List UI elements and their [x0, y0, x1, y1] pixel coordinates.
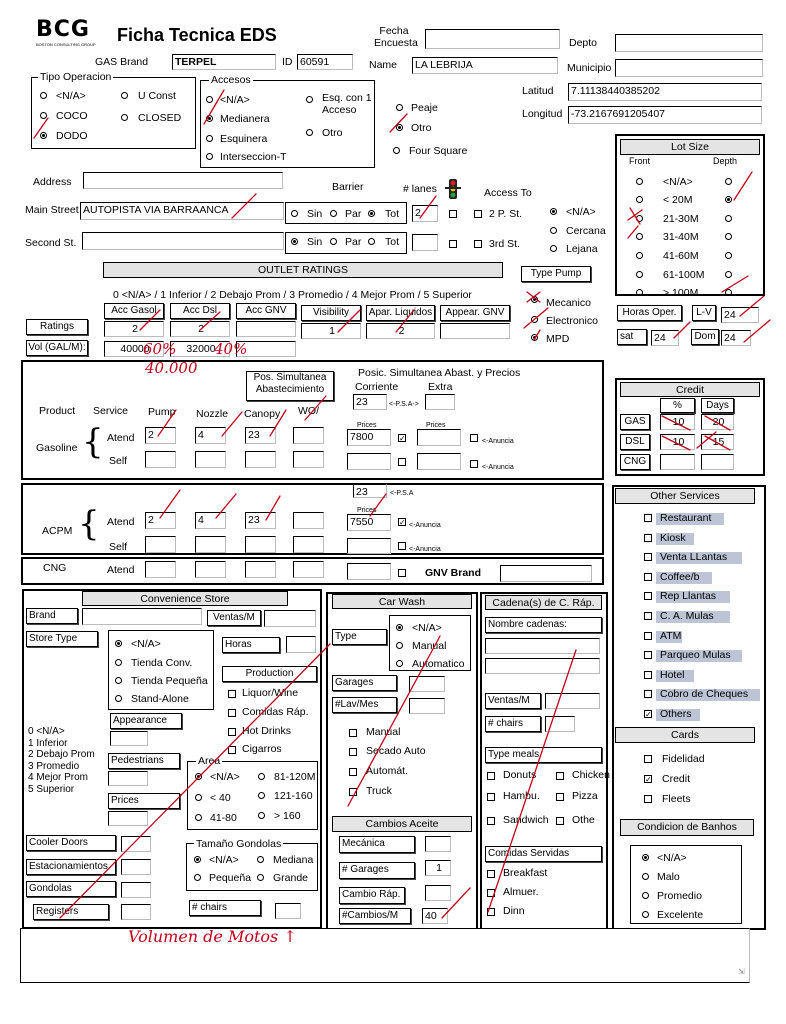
gas-atend-pump-field[interactable]: 2: [145, 427, 176, 444]
gas-prices-label-1: Prices: [357, 422, 377, 429]
cambio-rap-label: Cambio Ráp.: [339, 887, 405, 904]
conv-scale-4: 4 Mejor Prom: [28, 772, 89, 783]
outlet-ratings-title: OUTLET RATINGS: [103, 262, 503, 278]
tipo-uconst-label: U Const: [138, 90, 176, 102]
gas-brand-field[interactable]: TERPEL: [172, 54, 276, 70]
acpm-label: ACPM: [42, 525, 73, 537]
third-st-label: 3rd St.: [489, 238, 520, 250]
mark-cadena: [488, 650, 576, 912]
latitud-label: Latitud: [522, 85, 554, 97]
carwash-auto-label: Automatico: [412, 658, 465, 670]
conv-scale-1: 1 Inferior: [28, 737, 68, 749]
lv-field[interactable]: 24: [721, 307, 759, 323]
tipo-operacion-title: Tipo Operacion: [40, 71, 112, 83]
store-type-standalone-label: Stand-Alone: [131, 693, 189, 705]
outlet-ratings-scale: 0 <N/A> / 1 Inferior / 2 Debajo Prom / 3 Promedio / 4 Mejor Prom / 5 Superior: [113, 289, 472, 301]
mark-horas-lv: [740, 296, 764, 316]
cng-label: CNG: [43, 562, 67, 574]
gondolas-label: Gondolas: [26, 881, 116, 897]
carwash-garages-label: Garages: [332, 675, 397, 691]
tipo-closed-label: CLOSED: [138, 112, 182, 124]
truck-label: Truck: [366, 785, 392, 797]
credit-title: Credit: [620, 382, 760, 397]
conv-scale-5: 5 Superior: [28, 783, 75, 795]
handwritten-note: Volumen de Motos ↑: [128, 927, 297, 946]
tipo-na-label: <N/A>: [56, 90, 86, 102]
donuts-label: Donuts: [503, 769, 537, 781]
credit-dsl-days-field[interactable]: 15: [701, 434, 734, 450]
second-street-label: Second St.: [25, 237, 77, 249]
banhos-3-label: Excelente: [657, 909, 704, 921]
gasoline-brace: {: [82, 422, 104, 462]
acceso-na-label: <N/A>: [220, 94, 250, 106]
store-type-label: Store Type: [26, 631, 98, 647]
acpm-psa-field[interactable]: 23: [353, 484, 387, 498]
acpm-atend-pump-field[interactable]: 2: [145, 512, 176, 529]
acceso-otro-label: Otro: [322, 127, 343, 139]
pos-simultanea-label: Pos. Simultanea Abastecimiento: [246, 371, 334, 401]
gas-atend-anuncia-label: <-Anuncia: [482, 438, 514, 445]
mark-gas-wo: [305, 396, 326, 420]
area-121-label: 121-160: [274, 790, 313, 802]
credit-cng-label: CNG: [620, 454, 650, 470]
acpm-self-label: Self: [109, 541, 128, 553]
mark-horas-dom: [744, 320, 770, 342]
pump-electronico-label: Electronico: [546, 315, 598, 327]
acpm-atend-canopy-field[interactable]: 23: [245, 512, 276, 529]
barrier-label: Barrier: [332, 181, 364, 193]
lv-label: L-V: [692, 305, 716, 321]
conv-horas-label: Horas: [222, 637, 280, 653]
access-cercana-label: Cercana: [566, 225, 606, 237]
mark-acpm-canopy: [266, 496, 280, 520]
rating-acc-gasol[interactable]: 2: [104, 321, 164, 337]
cards-title: Cards: [615, 727, 755, 743]
lanes-label: # lanes: [403, 183, 437, 195]
other-service-4-label: Rep Llantas: [660, 590, 717, 603]
other-service-0-label: Restaurant: [660, 512, 712, 524]
cambios-aceite-title: Cambios Aceite: [332, 816, 472, 832]
hot-drinks-label: Hot Drinks: [242, 725, 292, 737]
area-81-label: 81-120M: [274, 771, 316, 783]
id-label: ID: [282, 56, 293, 68]
cambios-mes-label: #Cambios/M: [339, 908, 411, 924]
service-header: Service: [93, 405, 129, 417]
pump-mecanico-label: Mecanico: [546, 297, 591, 309]
area-40-label: < 40: [210, 792, 231, 804]
barrier-second-par-label: Par: [345, 236, 362, 248]
vol-dsl-field[interactable]: 32000: [170, 341, 230, 357]
tipo-dodo-label: DODO: [56, 130, 88, 142]
acc-gnv-header: Acc GNV: [236, 303, 296, 319]
wo-header: WO/: [298, 405, 319, 417]
area-na-label: <N/A>: [210, 771, 240, 783]
id-field[interactable]: 60591: [297, 54, 353, 70]
chicken-label: Chicken: [572, 769, 610, 781]
estacionamientos-label: Estacionamientos: [26, 859, 116, 875]
lot-size-label-1: < 20M: [663, 194, 693, 206]
gond-grande-label: Grande: [273, 872, 309, 884]
mark-acpm-wo: [370, 494, 386, 516]
comidas-servidas-label: Comidas Servidas: [485, 846, 602, 862]
production-label: Production: [222, 666, 317, 682]
vol-gasol-field[interactable]: 40000: [104, 341, 164, 357]
area-title: Area: [198, 755, 221, 767]
sat-field[interactable]: 24: [651, 330, 679, 346]
latitud-field[interactable]: 7.11138440385202: [568, 83, 762, 101]
gas-atend-nozzle-field[interactable]: 4: [195, 427, 226, 444]
access-lejana-label: Lejana: [566, 243, 598, 255]
dinn-label: Dinn: [503, 905, 525, 917]
other-service-9-label: Cobro de Cheques: [660, 688, 749, 701]
mark-carwash: [348, 636, 440, 806]
main-street-field[interactable]: AUTOPISTA VIA BARRAANCA: [80, 202, 284, 220]
tipo-coco-label: COCO: [56, 110, 88, 122]
lot-size-label-2: 21-30M: [663, 213, 699, 225]
acc-dsl-header: Acc Dsl: [170, 303, 230, 319]
sandwich-label: Sandwich: [503, 814, 549, 826]
breakfast-label: Breakfast: [503, 867, 548, 879]
acc-gasol-header: Acc Gasol: [104, 303, 164, 319]
secado-auto-label: Secado Auto: [366, 745, 426, 757]
mark-dodo: [34, 118, 48, 138]
carwash-na-label: <N/A>: [412, 622, 442, 634]
notes-scroll-icon[interactable]: ⇲: [738, 967, 745, 976]
carwash-manual-label: Manual: [412, 640, 447, 652]
fecha-encuesta-label: Fecha Encuesta: [374, 25, 418, 49]
lot-depth-label: Depth: [713, 156, 738, 166]
mark-lot-depth: [734, 172, 752, 200]
four-square-label: Four Square: [409, 145, 468, 157]
name-field[interactable]: LA LEBRIJA: [412, 57, 558, 74]
longitud-field[interactable]: -73.2167691205407: [568, 106, 762, 124]
conv-brand-label: Brand: [26, 608, 78, 624]
peaje-otro-label: Otro: [411, 122, 432, 134]
credit-pct-header: %: [660, 398, 695, 413]
rating-apar-liquidos[interactable]: 2: [366, 323, 435, 339]
credit-gas-days-field[interactable]: 20: [701, 414, 734, 430]
type-pump-title: Type Pump: [521, 266, 591, 282]
accesos-title: Accesos: [211, 74, 251, 86]
acceso-interseccion-label: Interseccion-T: [220, 151, 287, 163]
mecanica-label: Mecánica: [339, 836, 415, 853]
lot-size-label-4: 41-60M: [663, 250, 699, 262]
barrier-main-tot-label: Tot: [385, 208, 400, 220]
store-type-na-label: <N/A>: [131, 638, 161, 650]
banhos-0-label: <N/A>: [657, 852, 687, 864]
handwritten-60pct: 60%: [143, 340, 177, 358]
appearance-label: Appearance: [110, 713, 182, 729]
bcg-logo: BCG: [36, 17, 90, 42]
comidas-rap-label: Comidas Ráp.: [242, 706, 309, 718]
conv-ventas-label: Ventas/M: [207, 610, 261, 626]
mark-otro: [390, 114, 407, 132]
mark-electronico: [524, 308, 548, 328]
banhos-title: Condicion de Banhos: [620, 819, 754, 836]
mark-main-street: [232, 194, 256, 218]
conv-scale-3: 3 Promedio: [28, 760, 80, 772]
ratings-label: Ratings: [26, 319, 88, 335]
other-service-8-label: Hotel: [660, 668, 685, 681]
area-41-label: 41-80: [210, 812, 237, 824]
banhos-2-label: Promedio: [657, 890, 702, 902]
area-160-label: > 160: [274, 810, 301, 822]
peaje-label: Peaje: [411, 102, 438, 114]
acpm-psa-label: <-P.S.A: [390, 490, 414, 497]
extra-label: Extra: [428, 381, 453, 393]
acpm-atend-anuncia-checkbox[interactable]: ✓: [399, 518, 406, 527]
hambu-label: Hambu.: [503, 790, 540, 802]
gas-brand-label: GAS Brand: [95, 56, 149, 68]
mark-rating-dsl: [200, 312, 220, 330]
credit-gas-pct-field[interactable]: 10: [660, 414, 695, 430]
gond-mediana-label: Mediana: [273, 854, 314, 866]
carwash-manual-item: Manual: [366, 726, 401, 738]
lot-size-label-3: 31-40M: [663, 231, 699, 243]
gas-prices-label-2: Prices: [426, 422, 446, 429]
mark-lanes: [420, 196, 436, 218]
other-service-10-label: Others: [660, 708, 692, 720]
main-street-label: Main Street: [25, 204, 79, 216]
almuer-label: Almuer.: [503, 886, 539, 898]
rating-visibility[interactable]: 1: [301, 323, 361, 339]
canopy-header: Canopy: [244, 408, 281, 420]
nombre-cadenas-label: Nombre cadenas:: [485, 617, 602, 633]
gond-pequena-label: Pequeña: [209, 872, 252, 884]
dom-field[interactable]: 24: [721, 330, 751, 346]
mark-horas-sat: [674, 322, 690, 338]
acpm-atend-label: Atend: [107, 516, 135, 528]
barrier-main-sin-label: Sin: [307, 208, 323, 220]
horas-oper-label: Horas Oper.: [617, 305, 682, 321]
other-services-title: Other Services: [615, 488, 755, 504]
carwash-type-label: Type: [332, 629, 387, 645]
gas-atend-label: Atend: [107, 432, 135, 444]
cooler-doors-label: Cooler Doors: [26, 835, 116, 851]
gond-na-label: <N/A>: [209, 854, 239, 866]
other-service-3-label: Coffee/b: [660, 570, 700, 583]
carwash-lav-label: #Lav/Mes: [332, 697, 397, 713]
registers-label: Registers: [33, 904, 109, 920]
pump-mpd-label: MPD: [546, 333, 570, 345]
credit-dsl-pct-field[interactable]: 10: [660, 434, 695, 450]
gas-self-anuncia-label: <-Anuncia: [482, 464, 514, 471]
mark-medianera: [204, 90, 224, 124]
lanes-main-field[interactable]: 2: [412, 205, 438, 222]
two-p-st-label: 2 P. St.: [489, 208, 523, 220]
mark-credit-dsl: [662, 436, 730, 450]
other-service-1-label: Kiosk: [660, 531, 686, 544]
other-service-5-label: C. A. Mulas: [660, 610, 714, 622]
conv-scale-0: 0 <N/A>: [28, 726, 65, 737]
cigarros-label: Cigarros: [242, 743, 282, 755]
mark-rating-apar: [396, 310, 414, 332]
barrier-second-tot-label: Tot: [385, 236, 400, 248]
other-service-10-checkbox[interactable]: ✓: [645, 710, 652, 719]
mark-cambios: [442, 888, 470, 918]
car-wash-title: Car Wash: [332, 594, 472, 609]
other-service-2-label: Venta LLantas: [660, 551, 728, 564]
depto-label: Depto: [569, 37, 598, 49]
cambios-mes-field[interactable]: 40: [422, 908, 448, 924]
gas-atend-canopy-field[interactable]: 23: [245, 427, 276, 444]
mark-depth-2: [722, 276, 748, 292]
cng-atend-label: Atend: [107, 564, 135, 576]
barrier-main-par-label: Par: [345, 208, 362, 220]
gas-self-label: Self: [109, 455, 128, 467]
mark-acpm-pump: [160, 490, 180, 518]
psa-label: <-P.S.A->: [389, 401, 419, 408]
acpm-prices-label: Prices: [357, 507, 377, 514]
mark-rating-vis: [338, 310, 360, 332]
longitud-label: Longitud: [522, 108, 563, 120]
lot-size-label-0: <N/A>: [663, 176, 693, 188]
card-0-label: Fidelidad: [662, 753, 705, 765]
mark-mpd: [534, 330, 540, 340]
type-meals-label: Type meals: [485, 747, 602, 763]
corriente-label: Corriente: [355, 381, 399, 393]
address-label: Address: [33, 176, 72, 188]
mark-acpm-nozzle: [216, 494, 236, 518]
credit-dsl-label: DSL: [620, 434, 650, 450]
card-1-label: Credit: [662, 773, 691, 785]
lot-front-label: Front: [629, 156, 651, 166]
sat-label: sat: [617, 329, 647, 345]
store-type-pequena-label: Tienda Pequeña: [131, 675, 208, 687]
gnv-brand-label: GNV Brand: [425, 567, 482, 579]
mark-gas-pump: [158, 410, 176, 436]
prices-label: Prices: [108, 793, 180, 809]
automat-label: Automát.: [366, 765, 409, 777]
product-header: Product: [39, 405, 76, 417]
acpm-atend-price-field[interactable]: 7550: [347, 514, 391, 531]
mark-gas-canopy: [270, 410, 286, 436]
acceso-esquinera-label: Esquinera: [220, 133, 268, 145]
visibility-header: Visibility: [301, 305, 361, 321]
cadena-chairs-label: # chairs: [485, 716, 541, 732]
appear-gnv-header: Appear. GNV: [440, 305, 510, 321]
barrier-second-sin-label: Sin: [307, 236, 323, 248]
liquor-label: Liquor/Wine: [242, 687, 299, 699]
othe-label: Othe: [572, 814, 595, 826]
dom-label: Dom: [691, 329, 719, 345]
mark-registers: [60, 644, 330, 918]
garages-count-field[interactable]: 1: [425, 860, 451, 876]
lot-size-title: Lot Size: [620, 139, 760, 155]
garages-count-label: # Garages: [339, 862, 415, 879]
store-type-conv-label: Tienda Conv.: [131, 657, 193, 669]
vol-label: Vol (GAL/M):: [26, 340, 88, 356]
conv-chairs-label: # chairs: [189, 900, 261, 916]
pizza-label: Pizza: [572, 790, 598, 802]
bcg-logo-subtitle: BOSTON CONSULTING GROUP: [36, 42, 96, 47]
apar-liquidos-header: Apar. Liquidos: [366, 305, 435, 321]
lot-size-label-6: > 100M: [663, 287, 699, 299]
mark-gas-nozzle: [222, 412, 242, 436]
cadena-title: Cadena(s) de C. Ráp.: [485, 595, 602, 610]
mark-lot-front-1: [628, 208, 642, 224]
acceso-medianera-label: Medianera: [220, 113, 270, 125]
cadena-ventas-label: Ventas/M: [485, 693, 541, 709]
handwritten-40pct: 40%: [214, 340, 248, 358]
nozzle-header: Nozzle: [196, 408, 229, 420]
card-2-label: Fleets: [662, 793, 691, 805]
card-1-checkbox[interactable]: ✓: [645, 775, 652, 784]
form-title: Ficha Tecnica EDS: [117, 25, 277, 45]
credit-gas-label: GAS: [620, 414, 650, 430]
gas-atend-price-field[interactable]: 7800: [347, 429, 391, 446]
banhos-1-label: Malo: [657, 871, 680, 883]
credit-days-header: Days: [701, 398, 734, 413]
gas-atend-anuncia-checkbox[interactable]: ✓: [399, 434, 406, 443]
gasoline-label: Gasoline: [36, 442, 78, 454]
mark-credit-gas: [662, 416, 730, 430]
access-to-label: Access To: [484, 187, 532, 199]
pump-header: Pump: [148, 406, 176, 418]
other-service-7-label: Parqueo Mulas: [660, 649, 731, 662]
conv-scale-2: 2 Debajo Prom: [28, 749, 95, 760]
pedestrians-label: Pedestrians: [108, 753, 180, 769]
rating-acc-dsl[interactable]: 2: [170, 321, 230, 337]
acpm-self-anuncia-label: <-Anuncia: [409, 546, 441, 553]
acpm-atend-nozzle-field[interactable]: 4: [195, 512, 226, 529]
posic-simultanea-title: Posic. Simultanea Abast. y Precios: [358, 367, 521, 379]
acpm-atend-anuncia-label: <-Anuncia: [409, 522, 441, 529]
mark-rating-gasol: [140, 310, 160, 330]
acceso-esq1-label: Esq. con 1 Acceso: [322, 92, 372, 116]
handwritten-total: 40.000: [145, 359, 198, 377]
tamano-gondolas-title: Tamaño Gondolas: [196, 838, 282, 850]
gas-psa-corriente-field[interactable]: 23: [353, 394, 387, 410]
acpm-brace: {: [78, 504, 100, 544]
mark-mecanico: [527, 292, 540, 302]
name-label: Name: [369, 59, 398, 71]
municipio-label: Municipio: [567, 62, 612, 74]
other-service-6-label: ATM: [660, 629, 682, 642]
access-na-label: <N/A>: [566, 206, 596, 218]
convenience-store-title: Convenience Store: [82, 591, 288, 606]
mark-lot-front-2: [628, 226, 638, 238]
lot-size-label-5: 61-100M: [663, 269, 705, 281]
